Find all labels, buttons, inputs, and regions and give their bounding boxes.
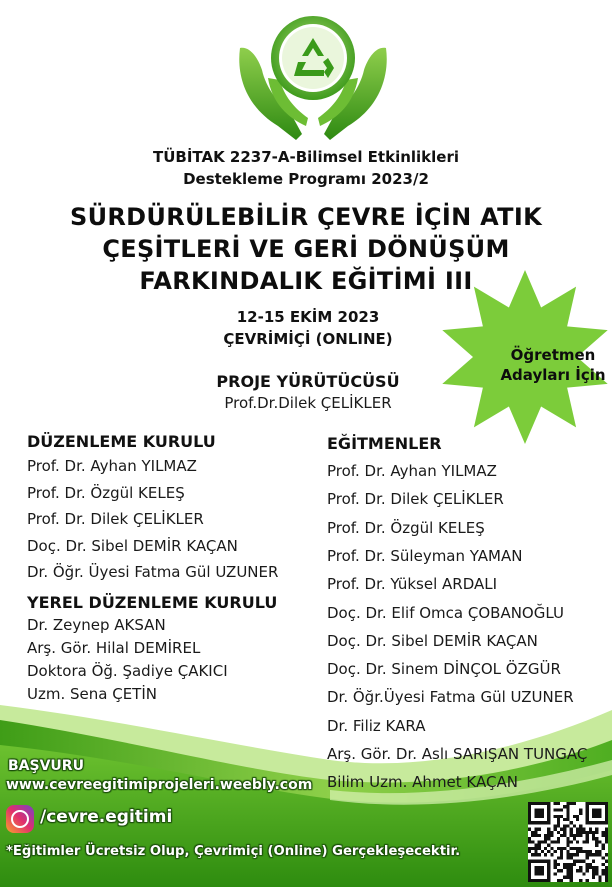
organizing-member-5: Dr. Öğr. Üyesi Fatma Gül UZUNER	[27, 563, 279, 581]
executive-name: Prof.Dr.Dilek ÇELİKLER	[224, 394, 392, 412]
organizing-heading: DÜZENLEME KURULU	[27, 432, 216, 451]
trainer-1: Prof. Dr. Ayhan YILMAZ	[327, 462, 497, 480]
trainer-12: Bilim Uzm. Ahmet KAÇAN	[327, 773, 518, 792]
qr-code-icon[interactable]	[528, 802, 608, 882]
trainer-11: Arş. Gör. Dr. Aslı SARIŞAN TUNGAÇ	[327, 745, 588, 763]
event-mode: ÇEVRİMİÇİ (ONLINE)	[223, 330, 393, 348]
application-label: BAŞVURU	[8, 758, 84, 774]
program-line-2: Destekleme Programı 2023/2	[183, 170, 429, 188]
badge-line-1: Öğretmen	[510, 346, 596, 364]
title-line-1: SÜRDÜRÜLEBİLİR ÇEVRE İÇİN ATIK	[70, 203, 542, 231]
trainer-7: Doç. Dr. Sibel DEMİR KAÇAN	[327, 631, 538, 650]
trainer-3: Prof. Dr. Özgül KELEŞ	[327, 518, 485, 537]
trainer-5: Prof. Dr. Yüksel ARDALI	[327, 575, 498, 594]
title-line-3: FARKINDALIK EĞİTİMİ III	[139, 267, 473, 295]
program-line-1: TÜBİTAK 2237-A-Bilimsel Etkinlikleri	[152, 148, 460, 166]
application-url[interactable]: www.cevreegitimiprojeleri.weebly.com	[6, 777, 313, 793]
local-organizing-member-1: Dr. Zeynep AKSAN	[27, 616, 166, 634]
event-date: 12-15 EKİM 2023	[236, 308, 380, 326]
organizing-member-1: Prof. Dr. Ayhan YILMAZ	[27, 457, 197, 475]
local-organizing-member-2: Arş. Gör. Hilal DEMİREL	[27, 639, 201, 657]
local-organizing-member-4: Uzm. Sena ÇETİN	[27, 685, 157, 703]
trainer-2: Prof. Dr. Dilek ÇELİKLER	[327, 490, 504, 509]
trainer-8: Doç. Dr. Sinem DİNÇOL ÖZGÜR	[327, 660, 561, 679]
trainer-10: Dr. Filiz KARA	[327, 716, 426, 735]
executive-heading: PROJE YÜRÜTÜCÜSÜ	[216, 372, 400, 391]
trainer-6: Doç. Dr. Elif Omca ÇOBANOĞLU	[327, 603, 564, 622]
local-organizing-member-3: Doktora Öğ. Şadiye ÇAKICI	[27, 662, 228, 680]
instagram-icon[interactable]	[6, 805, 34, 833]
instagram-handle[interactable]: /cevre.egitimi	[40, 807, 173, 827]
trainers-heading: EĞİTMENLER	[327, 434, 442, 453]
recycle-hands-logo	[228, 8, 398, 148]
trainer-4: Prof. Dr. Süleyman YAMAN	[327, 546, 523, 565]
title-line-2: ÇEŞİTLERİ VE GERİ DÖNÜŞÜM	[102, 235, 510, 263]
organizing-member-4: Doç. Dr. Sibel DEMİR KAÇAN	[27, 536, 238, 555]
trainer-9: Dr. Öğr.Üyesi Fatma Gül UZUNER	[327, 688, 574, 707]
local-organizing-heading: YEREL DÜZENLEME KURULU	[27, 593, 278, 612]
organizing-member-2: Prof. Dr. Özgül KELEŞ	[27, 483, 185, 502]
organizing-member-3: Prof. Dr. Dilek ÇELİKLER	[27, 510, 204, 528]
badge-line-2: Adayları İçin	[500, 366, 606, 384]
footer-note: *Eğitimler Ücretsiz Olup, Çevrimiçi (Online) Gerçekleşecektir.	[6, 844, 461, 859]
